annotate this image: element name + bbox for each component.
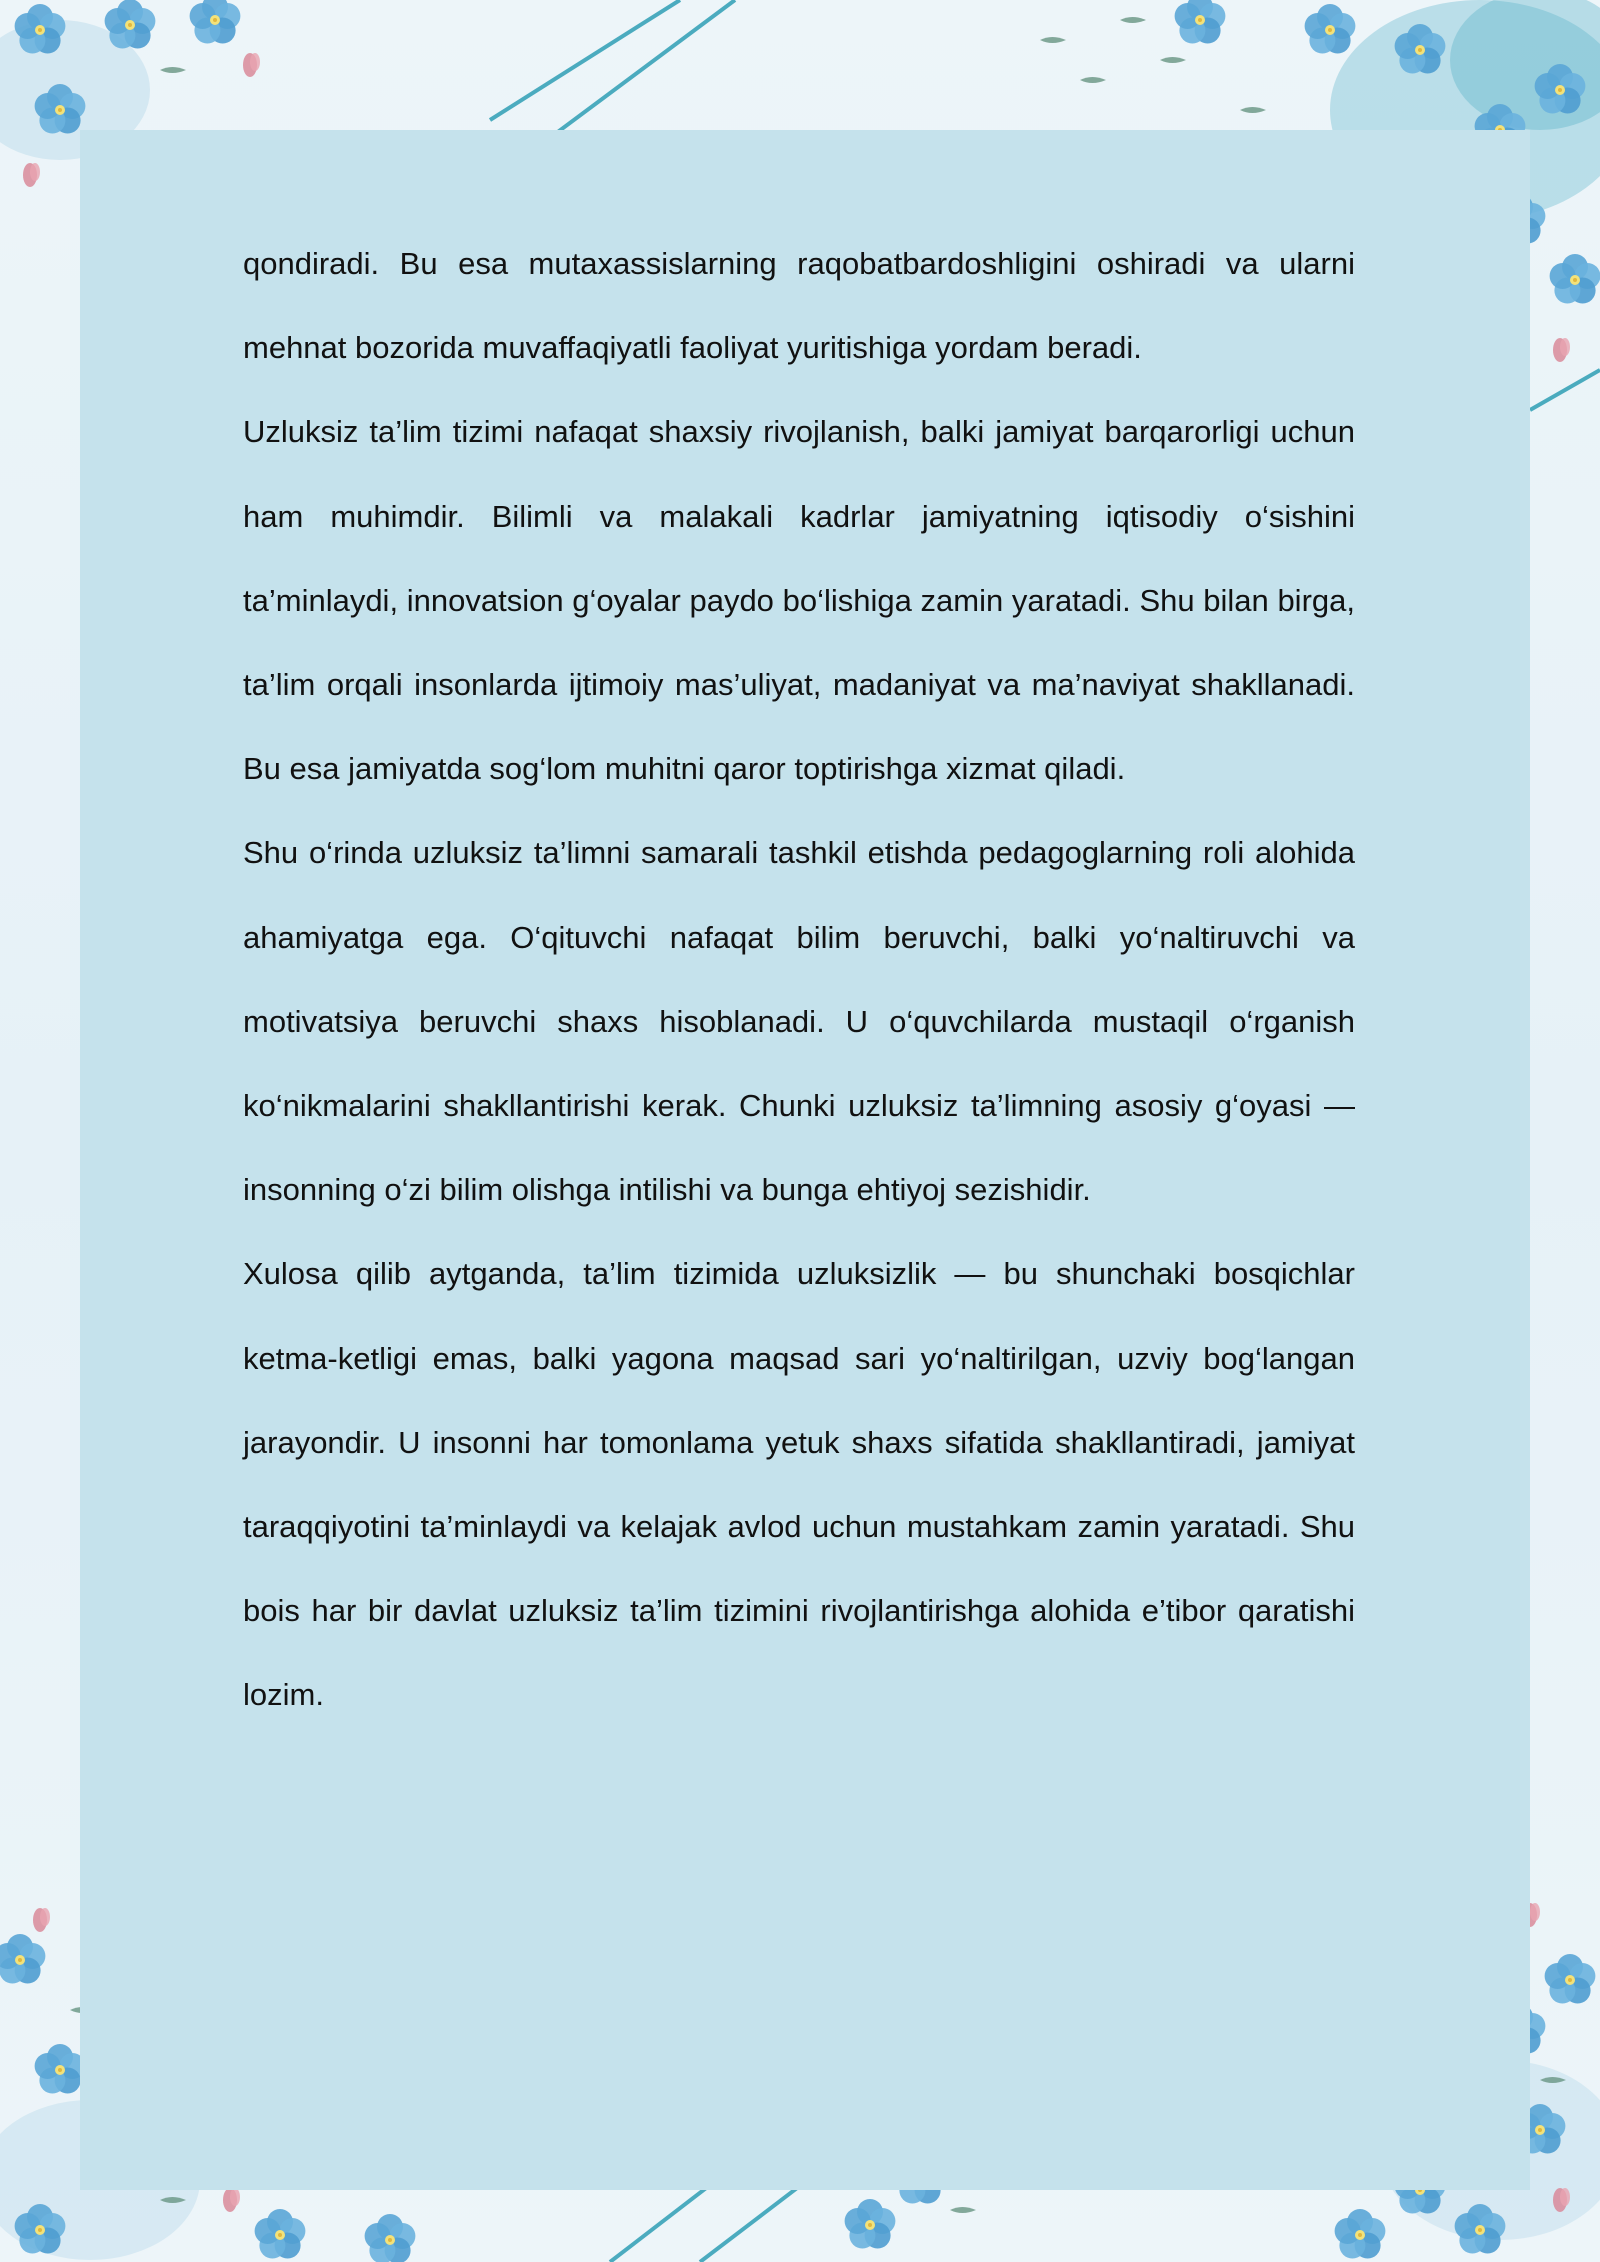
paragraph-2: Uzluksiz ta’lim tizimi nafaqat shaxsiy rivojlanish, balki jamiyat barqarorligi uchun ham muhimdir. Bilimli va malakali kadrlar jamiyatning iqtisodiy o‘sishini ta’minlaydi, innovatsion g‘oyalar paydo bo‘lishiga zamin yaratadi. Shu bilan birga, ta’lim orqali insonlarda ijtimoiy mas’uliyat, madaniyat va ma’naviyat shakllanadi. Bu esa jamiyatda sog‘lom muhitni qaror toptirishga xizmat qiladi. <box>243 414 1355 787</box>
paragraph-3: Shu o‘rinda uzluksiz ta’limni samarali tashkil etishda pedagoglarning roli alohida ahamiyatga ega. O‘qituvchi nafaqat bilim beruvchi, balki yo‘naltiruvchi va motivatsiya beruvchi shaxs hisoblanadi. U o‘quvchilarda mustaqil o‘rganish ko‘nikmalarini shakllantirishi kerak. Chunki uzluksiz ta’limning asosiy g‘oyasi — insonning o‘zi bilim olishga intilishi va bunga ehtiyoj sezishidir. <box>243 835 1355 1208</box>
paragraph-4: Xulosa qilib aytganda, ta’lim tizimida uzluksizlik — bu shunchaki bosqichlar ketma-ketligi emas, balki yagona maqsad sari yo‘naltirilgan, uzviy bog‘langan jarayondir. U insonni har tomonlama yetuk shaxs sifatida shakllantiradi, jamiyat taraqqiyotini ta’minlaydi va kelajak avlod uchun mustahkam zamin yaratadi. Shu bois har bir davlat uzluksiz ta’lim tizimini rivojlantirishga alohida e’tibor qaratishi lozim. <box>243 1256 1355 1713</box>
document-body <box>243 222 1355 1738</box>
paragraph-1: qondiradi. Bu esa mutaxassislarning raqobatbardoshligini oshiradi va ularni mehnat bozorida muvaffaqiyatli faoliyat yuritishiga yordam beradi. <box>243 246 1355 366</box>
